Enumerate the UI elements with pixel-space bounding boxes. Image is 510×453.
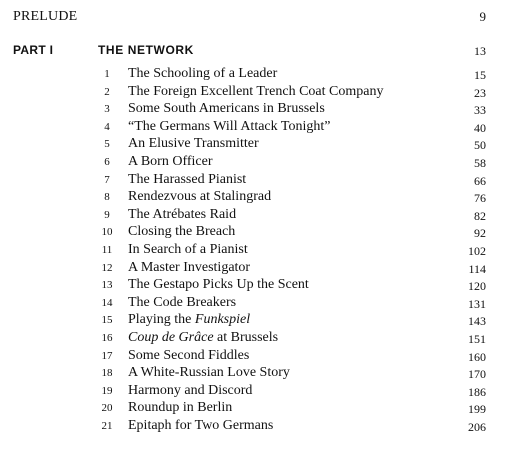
- chapter-title: An Elusive Transmitter: [128, 136, 259, 152]
- chapter-entry: [0, 136, 510, 154]
- chapter-number: 7: [104, 173, 110, 186]
- chapter-number: 6: [104, 155, 110, 168]
- chapter-page-number: 82: [474, 208, 486, 223]
- chapter-title: Roundup in Berlin: [128, 400, 233, 416]
- chapter-page-number: 160: [468, 349, 486, 364]
- chapter-page-number: 143: [468, 314, 486, 329]
- chapter-number: 9: [104, 208, 110, 221]
- chapter-number: 19: [101, 384, 113, 397]
- chapter-number: 4: [104, 120, 110, 133]
- part-title: THE NETWORK: [98, 43, 194, 57]
- chapter-title: Some South Americans in Brussels: [128, 101, 325, 117]
- chapter-number: 5: [104, 138, 110, 151]
- chapter-page-number: 102: [468, 243, 486, 258]
- chapter-number: 10: [101, 226, 113, 239]
- chapter-entry: [0, 260, 510, 278]
- chapter-title: In Search of a Pianist: [128, 241, 248, 257]
- chapter-entry: [0, 365, 510, 383]
- chapter-page-number: 131: [468, 296, 486, 311]
- chapter-title: The Foreign Excellent Trench Coat Company: [128, 83, 384, 99]
- chapter-entry: [0, 277, 510, 295]
- chapter-entry: [0, 119, 510, 137]
- chapter-number: 12: [101, 261, 113, 274]
- chapter-entry: [0, 312, 510, 330]
- chapter-title: A Master Investigator: [128, 259, 251, 275]
- chapter-entry: [0, 295, 510, 313]
- chapter-title: The Harassed Pianist: [128, 171, 247, 187]
- chapter-title: The Gestapo Picks Up the Scent: [128, 277, 309, 293]
- chapter-title: [128, 330, 278, 346]
- chapter-number: 3: [104, 103, 110, 116]
- chapter-page-number: 33: [474, 103, 486, 118]
- chapter-number: 21: [101, 419, 113, 432]
- chapter-entry: [0, 84, 510, 102]
- chapter-entry: [0, 348, 510, 366]
- chapter-number: 2: [104, 85, 110, 98]
- chapter-entry: [0, 154, 510, 172]
- chapter-title: A White-Russian Love Story: [128, 365, 290, 381]
- chapter-title: The Code Breakers: [128, 294, 237, 310]
- chapter-page-number: 114: [468, 261, 486, 276]
- chapter-title-italic: Coup de Grâce: [128, 329, 214, 345]
- chapter-page-number: 206: [468, 419, 486, 434]
- chapter-title: Harmony and Discord: [128, 382, 253, 398]
- chapter-title: Rendezvous at Stalingrad: [128, 189, 272, 205]
- chapter-title-italic: Funkspiel: [194, 312, 251, 328]
- chapter-number: 17: [101, 349, 113, 362]
- chapter-entry: [0, 400, 510, 418]
- chapter-entry: [0, 224, 510, 242]
- chapter-page-number: 120: [468, 279, 486, 294]
- chapter-page-number: 186: [468, 384, 486, 399]
- chapter-title: Epitaph for Two Germans: [128, 417, 274, 433]
- chapter-page-number: 58: [474, 155, 486, 170]
- toc-part-heading: [13, 43, 486, 61]
- chapter-entry: [0, 418, 510, 436]
- chapter-page-number: 199: [468, 402, 486, 417]
- chapter-number: 18: [101, 367, 113, 380]
- chapter-number: 16: [101, 331, 113, 344]
- chapter-entry: [0, 66, 510, 84]
- chapter-number: 8: [104, 191, 110, 204]
- chapter-page-number: 66: [474, 173, 486, 188]
- chapter-title-lead: Playing the: [128, 312, 195, 328]
- chapter-page-number: 50: [474, 138, 486, 153]
- chapter-title: “The Germans Will Attack Tonight”: [128, 118, 331, 134]
- chapter-page-number: 40: [474, 120, 486, 135]
- chapter-title: [128, 312, 250, 328]
- chapter-entry: [0, 189, 510, 207]
- part-label: PART I: [13, 43, 54, 57]
- prelude-page-number: 9: [479, 9, 486, 24]
- chapter-entry: [0, 330, 510, 348]
- chapter-number: 13: [101, 279, 113, 292]
- chapter-title-rest: at Brussels: [213, 329, 279, 345]
- chapter-title: The Atrébates Raid: [128, 206, 237, 222]
- chapter-page-number: 151: [468, 331, 486, 346]
- chapter-entry: [0, 101, 510, 119]
- chapter-number: 15: [101, 314, 113, 327]
- chapter-list: [0, 66, 510, 435]
- chapter-page-number: 15: [474, 68, 486, 82]
- toc-entry-prelude: [13, 9, 486, 27]
- chapter-entry: [0, 207, 510, 225]
- chapter-entry: [0, 242, 510, 260]
- chapter-number: 14: [101, 296, 113, 309]
- chapter-title: Closing the Breach: [128, 224, 236, 240]
- chapter-page-number: 170: [468, 367, 486, 382]
- prelude-label: PRELUDE: [13, 9, 78, 24]
- chapter-number: 20: [101, 402, 113, 415]
- chapter-entry: [0, 383, 510, 401]
- chapter-entry: [0, 172, 510, 190]
- chapter-page-number: 23: [474, 85, 486, 100]
- chapter-title: A Born Officer: [128, 153, 213, 169]
- part-page-number: 13: [474, 44, 486, 58]
- chapter-number: 1: [104, 68, 110, 80]
- chapter-title: Some Second Fiddles: [128, 347, 250, 363]
- chapter-page-number: 92: [474, 226, 486, 241]
- chapter-title: The Schooling of a Leader: [128, 66, 278, 81]
- chapter-page-number: 76: [474, 191, 486, 206]
- chapter-number: 11: [101, 243, 113, 256]
